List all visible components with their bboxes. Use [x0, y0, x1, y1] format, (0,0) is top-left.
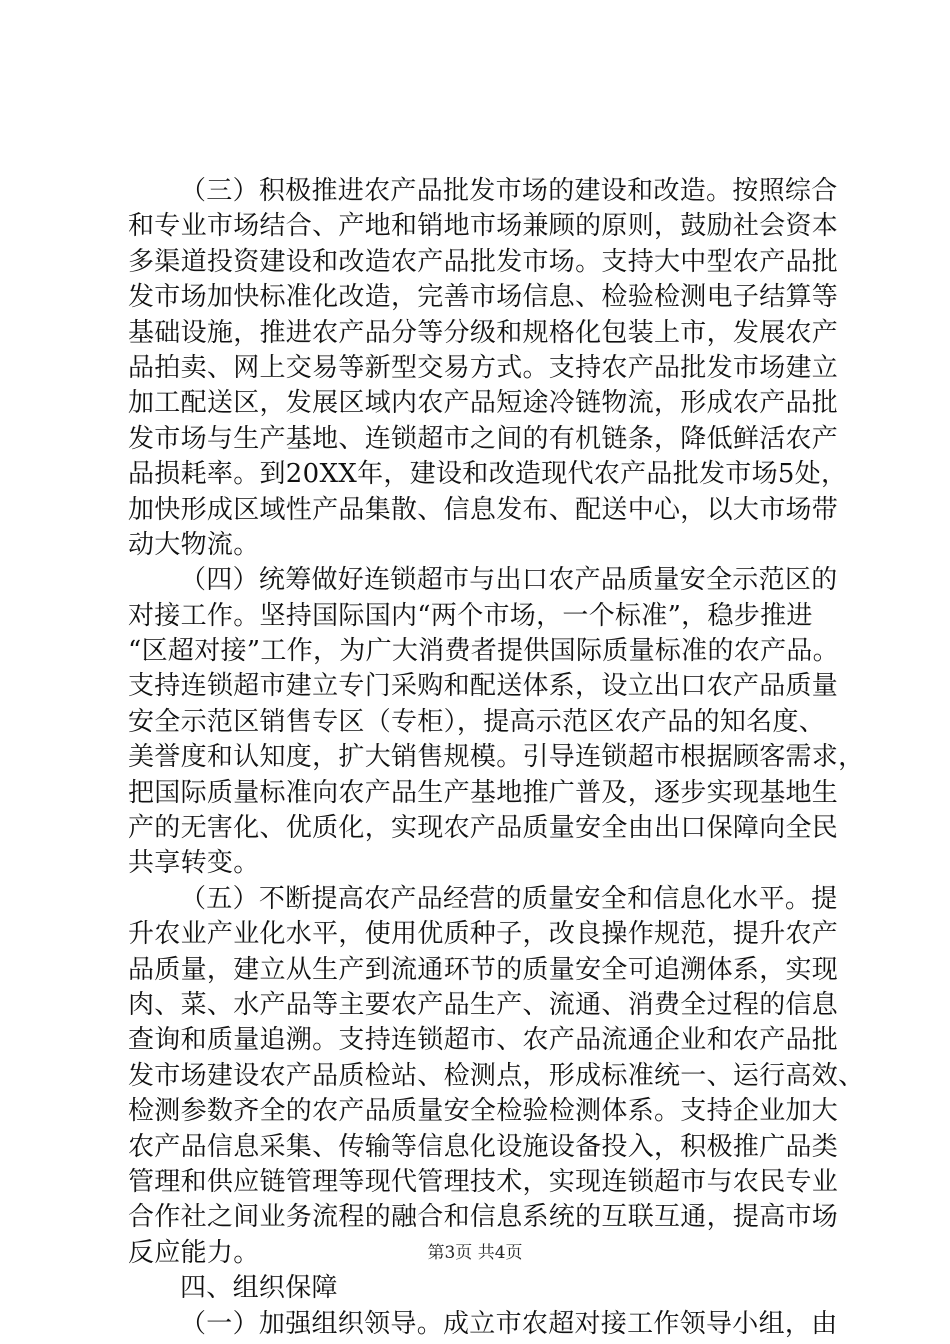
text-line: 安全示范区销售专区（专柜），提高示范区农产品的知名度、 — [128, 706, 826, 737]
text-line: 合作社之间业务流程的融合和信息系统的互联互通，提高市场 — [128, 1202, 839, 1233]
paragraph-para-3 — [128, 174, 848, 563]
text-line: “区超对接”工作，为广大消费者提供国际质量标准的农产品。 — [128, 636, 839, 667]
text-line: 查询和质量追溯。支持连锁超市、农产品流通企业和农产品批 — [128, 1025, 839, 1056]
text-line: 产的无害化、优质化，实现农产品质量安全由出口保障向全民 — [128, 813, 839, 844]
text-line: 品拍卖、网上交易等新型交易方式。支持农产品批发市场建立 — [128, 352, 839, 383]
text-line: 共享转变。 — [128, 848, 260, 879]
text-line: 品质量，建立从生产到流通环节的质量安全可追溯体系，实现 — [128, 954, 839, 985]
text-line: 反应能力。 — [128, 1237, 260, 1268]
text-line: 美誉度和认知度，扩大销售规模。引导连锁超市根据顾客需求， — [128, 742, 865, 773]
text-line: 加工配送区，发展区域内农产品短途冷链物流，形成农产品批 — [128, 388, 839, 419]
text-line: 发市场与生产基地、连锁超市之间的有机链条，降低鲜活农产 — [128, 423, 839, 454]
text-line: 把国际质量标准向农产品生产基地推广普及，逐步实现基地生 — [128, 777, 839, 808]
text-line: （四）统筹做好连锁超市与出口农产品质量安全示范区的 — [180, 565, 838, 596]
text-line: 肉、菜、水产品等主要农产品生产、流通、消费全过程的信息 — [128, 989, 839, 1020]
paragraph-para-6 — [128, 1307, 840, 1342]
text-line: 支持连锁超市建立专门采购和配送体系，设立出口农产品质量 — [128, 671, 839, 702]
document-body — [128, 174, 865, 1342]
text-line: 四、组织保障 — [180, 1273, 338, 1304]
text-line: （一）加强组织领导。成立市农超对接工作领导小组，由 — [180, 1308, 838, 1339]
text-line: 基础设施，推进农产品分等分级和规格化包装上市，发展农产 — [128, 317, 839, 348]
text-line: 对接工作。坚持国际国内“两个市场，一个标准”，稳步推进 — [128, 600, 813, 631]
text-line: 和专业市场结合、产地和销地市场兼顾的原则，鼓励社会资本 — [128, 211, 839, 242]
text-line: 发市场加快标准化改造，完善市场信息、检验检测电子结算等 — [128, 282, 839, 313]
text-line: 管理和供应链管理等现代管理技术，实现连锁超市与农民专业 — [128, 1166, 839, 1197]
text-line: 加快形成区域性产品集散、信息发布、配送中心，以大市场带 — [128, 494, 839, 525]
text-line: 多渠道投资建设和改造农产品批发市场。支持大中型农产品批 — [128, 246, 839, 277]
paragraph-para-5 — [128, 882, 865, 1271]
text-line: （三）积极推进农产品批发市场的建设和改造。按照综合 — [180, 176, 838, 206]
text-line: 升农业产业化水平，使用优质种子，改良操作规范，提升农产 — [128, 919, 839, 950]
text-line: 发市场建设农产品质检站、检测点，形成标准统一、运行高效、 — [128, 1060, 865, 1091]
paragraph-heading-4 — [128, 1271, 840, 1306]
text-line: 动大物流。 — [128, 529, 260, 560]
paragraph-para-4 — [128, 563, 865, 882]
page-footer: 第3页 共4页 — [427, 1243, 523, 1263]
text-line: 检测参数齐全的农产品质量安全检验检测体系。支持企业加大 — [128, 1096, 839, 1127]
text-line: 农产品信息采集、传输等信息化设施设备投入，积极推广品类 — [128, 1131, 839, 1162]
text-line: 品损耗率。到20XX年，建设和改造现代农产品批发市场5处， — [128, 459, 848, 490]
text-line: （五）不断提高农产品经营的质量安全和信息化水平。提 — [180, 883, 838, 914]
